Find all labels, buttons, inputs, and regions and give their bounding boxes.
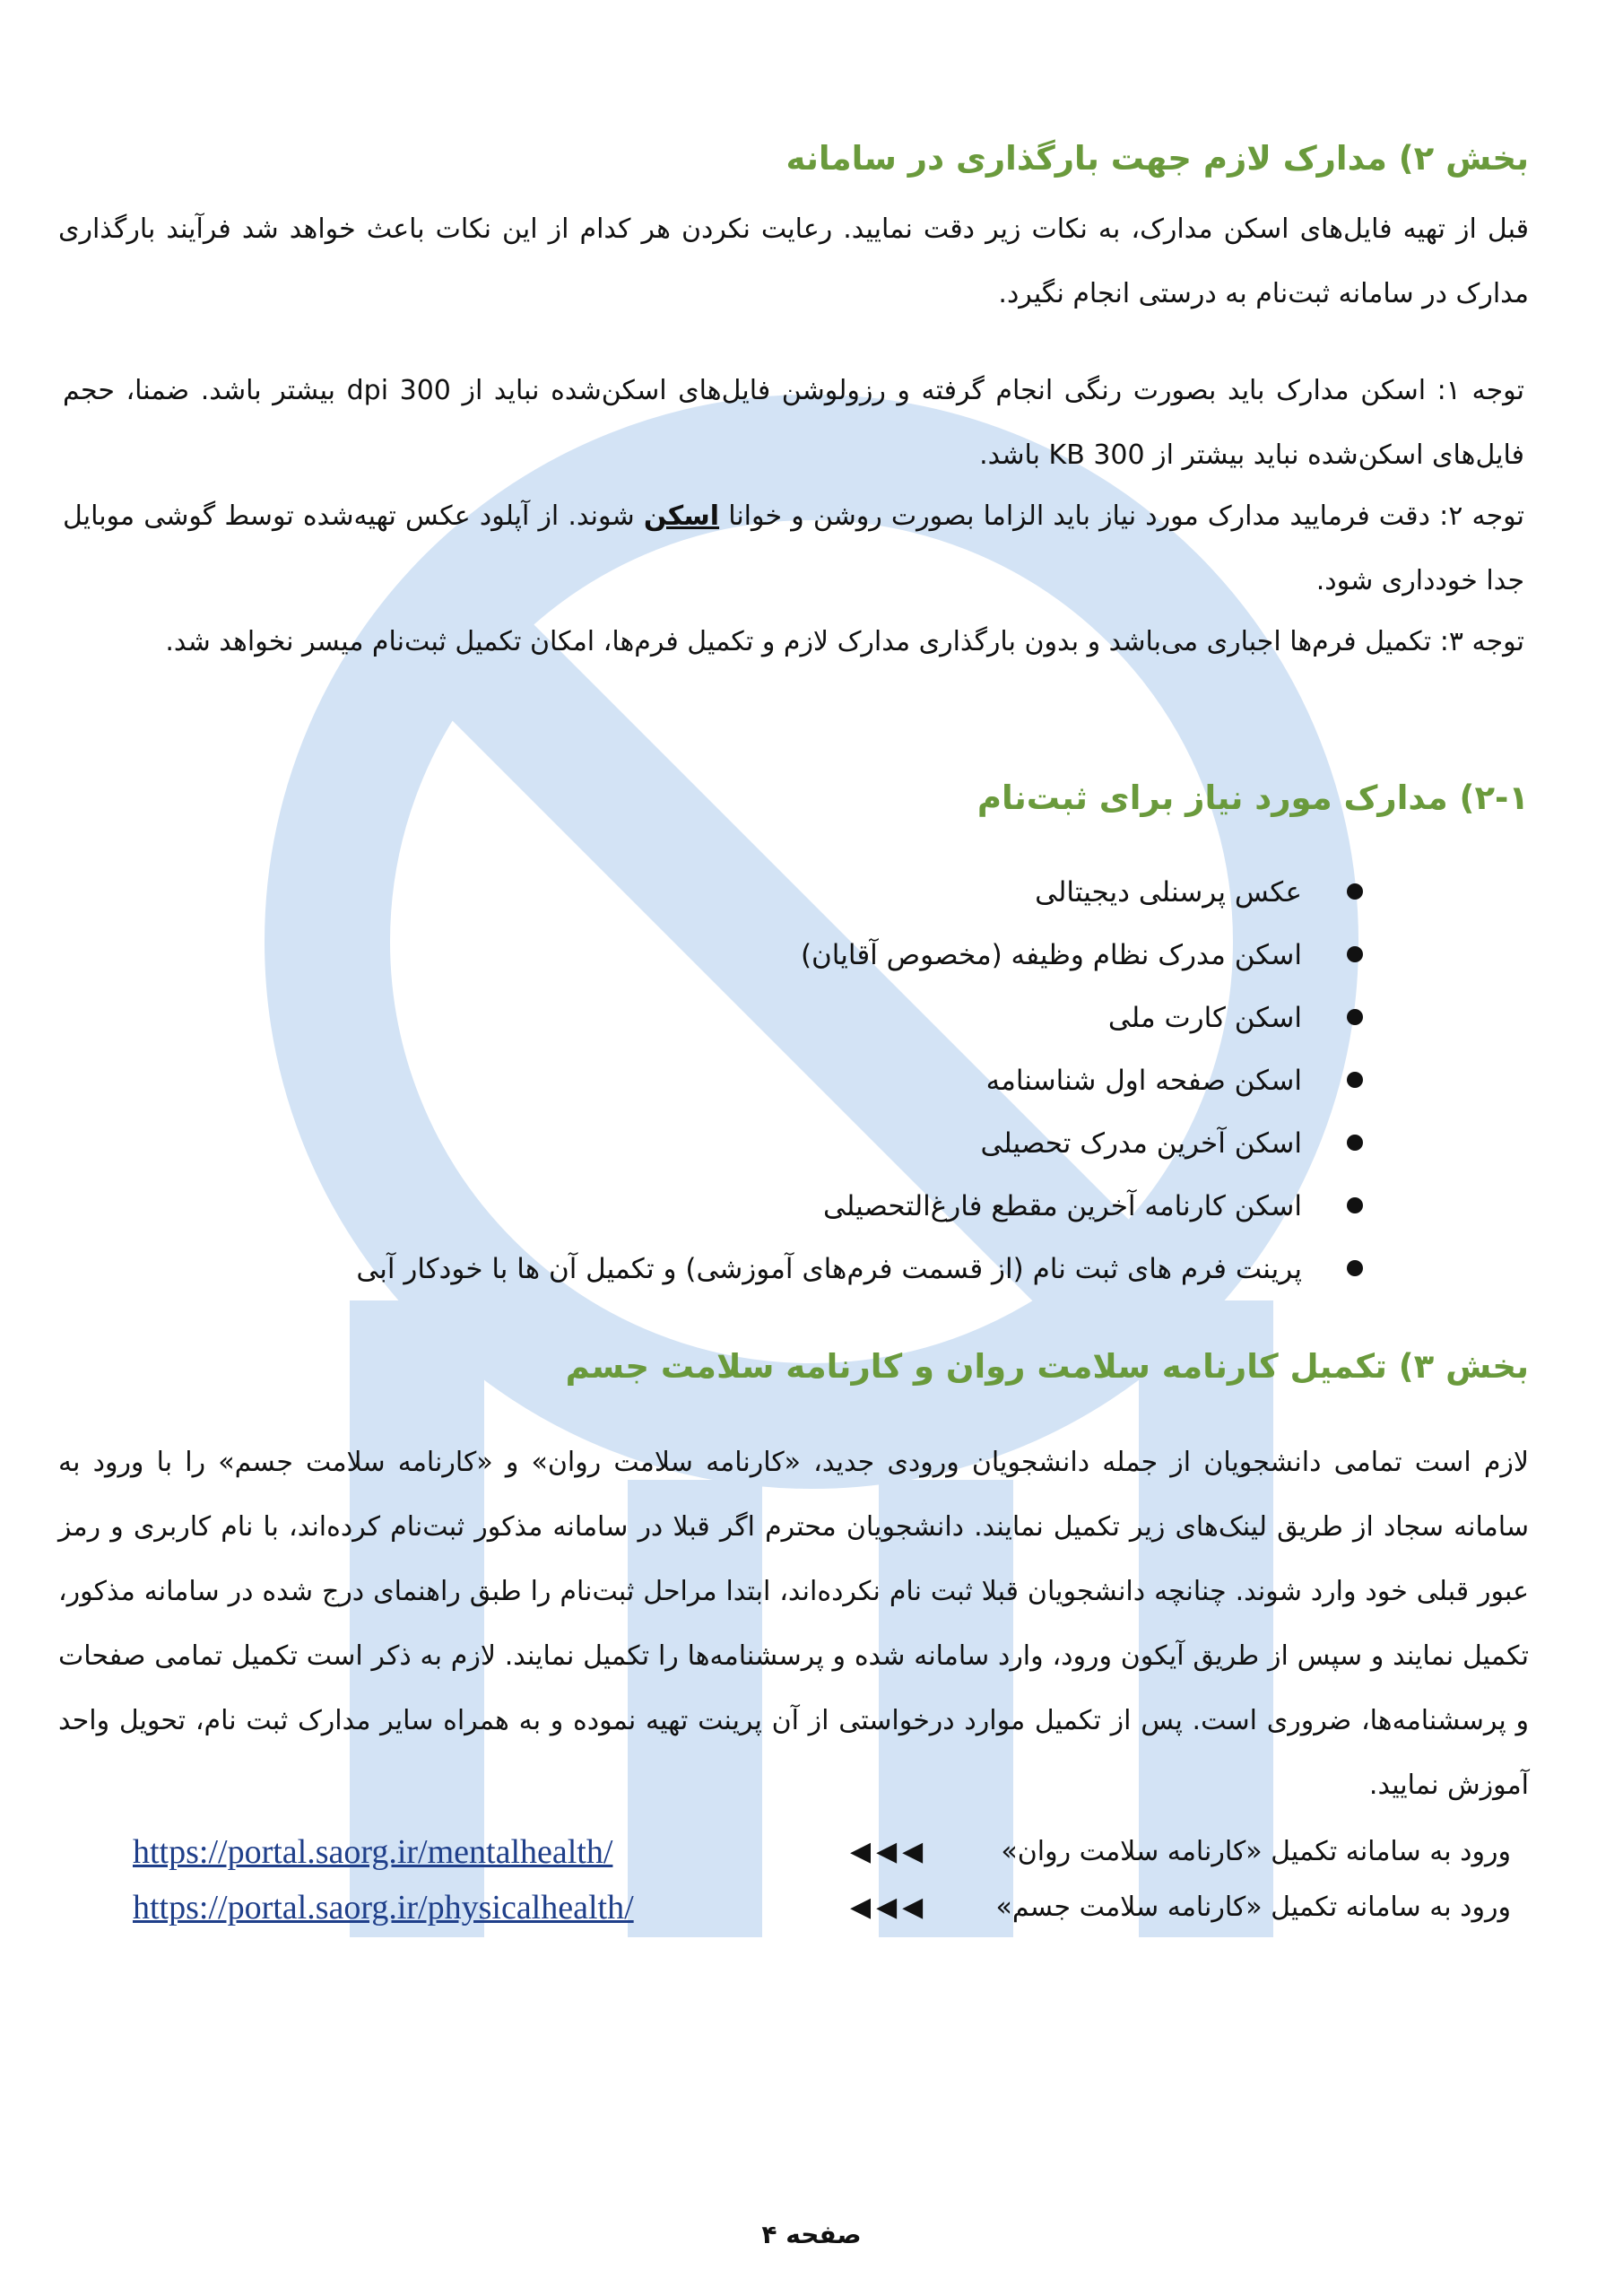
mental-health-link[interactable]: https://portal.saorg.ir/mentalhealth/ bbox=[133, 1833, 613, 1871]
list-item: اسکن کارت ملی bbox=[356, 987, 1363, 1049]
list-item: پرینت فرم های ثبت نام (از قسمت فرم‌های آموزشی) و تکمیل آن ها با خودکار آبی bbox=[356, 1238, 1363, 1300]
bullet-icon bbox=[1347, 1072, 1363, 1088]
note-2 bbox=[63, 484, 1524, 613]
arrow-left-icon: ◀◀◀ bbox=[850, 1892, 929, 1923]
link-label-physical-health: ورود به سامانه تکمیل «کارنامه سلامت جسم» bbox=[995, 1892, 1511, 1923]
physical-health-link[interactable]: https://portal.saorg.ir/physicalhealth/ bbox=[133, 1889, 634, 1926]
note-2-text-before: دقت فرمایید مدارک مورد نیاز باید الزاما بصورت روشن و خوانا bbox=[728, 500, 1430, 532]
note-2-label: توجه ۲: bbox=[1439, 500, 1524, 532]
note-3-label: توجه ۳: bbox=[1439, 626, 1524, 657]
note-2-emphasis: اسکن bbox=[643, 500, 720, 532]
note-1 bbox=[63, 359, 1524, 488]
list-item: اسکن آخرین مدرک تحصیلی bbox=[356, 1112, 1363, 1175]
note-2-text-after: شوند. از آپلود عکس تهیه‌شده توسط گوشی موبایل جدا خودداری شود. bbox=[63, 500, 1524, 596]
page-number: صفحه ۴ bbox=[761, 2220, 862, 2249]
section3-body: لازم است تمامی دانشجویان از جمله دانشجویان ورودی جدید، «کارنامه سلامت روان» و «کارنامه سلامت جسم» را با ورود به سامانه سجاد از طریق لینک‌های زیر تکمیل نمایند. دانشجویان محترم اگر قبلا در سامانه مذکور ثبت‌نام کرده‌اند، با نام کاربری و رمز عبور قبلی خود وارد شوند. چنانچه دانشجویان قبلا ثبت نام نکرده‌اند، ابتدا مراحل ثبت‌نام را طبق راهنمای درج شده در سامانه مذکور، تکمیل نمایند و سپس از طریق آیکون ورود، وارد سامانه شده و پرسشنامه‌ها را تکمیل نمایند. لازم به ذکر است تکمیل تمامی صفحات و پرسشنامه‌ها، ضروری است. پس از تکمیل موارد درخواستی از آن پرینت تهیه نموده و به همراه سایر مدارک ثبت نام، تحویل واحد آموزش نمایید. bbox=[58, 1447, 1529, 1801]
bullet-icon bbox=[1347, 1197, 1363, 1213]
section2-1-title: ۲-۱) مدارک مورد نیاز برای ثبت‌نام bbox=[976, 778, 1529, 817]
note-3 bbox=[63, 610, 1524, 674]
link-row-mental-health bbox=[0, 1825, 1623, 1879]
arrow-left-icon: ◀◀◀ bbox=[850, 1836, 929, 1867]
note-1-label: توجه ۱: bbox=[1436, 375, 1524, 406]
section2-intro: قبل از تهیه فایل‌های اسکن مدارک، به نکات زیر دقت نمایید. رعایت نکردن هر کدام از این نکات باعث خواهد شد فرآیند بارگذاری مدارک در سامانه ثبت‌نام به درستی انجام نگیرد. bbox=[58, 213, 1529, 309]
bullet-icon bbox=[1347, 883, 1363, 900]
section3-title: بخش ۳) تکمیل کارنامه سلامت روان و کارنامه سلامت جسم bbox=[565, 1347, 1529, 1386]
list-item: عکس پرسنلی دیجیتالی bbox=[356, 861, 1363, 924]
list-item: اسکن کارنامه آخرین مقطع فارغ‌التحصیلی bbox=[356, 1175, 1363, 1238]
list-item: اسکن مدرک نظام وظیفه (مخصوص آقایان) bbox=[356, 924, 1363, 987]
list-item: اسکن صفحه اول شناسنامه bbox=[356, 1049, 1363, 1112]
note-1-text: اسکن مدارک باید بصورت رنگی انجام گرفته و رزولوشن فایل‌های اسکن‌شده نباید از 300 dpi بیشتر باشد. ضمنا، حجم فایل‌های اسکن‌شده نباید بیشتر از 300 KB باشد. bbox=[63, 375, 1524, 471]
bullet-icon bbox=[1347, 1135, 1363, 1151]
link-label-mental-health: ورود به سامانه تکمیل «کارنامه سلامت روان» bbox=[1001, 1836, 1511, 1867]
note-3-text: تکمیل فرم‌ها اجباری می‌باشد و بدون بارگذاری مدارک لازم و تکمیل فرم‌ها، امکان تکمیل ثبت‌نام میسر نخواهد شد. bbox=[165, 626, 1432, 657]
section2-title: بخش ۲) مدارک لازم جهت بارگذاری در سامانه bbox=[785, 139, 1529, 178]
link-row-physical-health bbox=[0, 1881, 1623, 1935]
required-documents-list bbox=[356, 861, 1363, 1300]
bullet-icon bbox=[1347, 1260, 1363, 1276]
bullet-icon bbox=[1347, 1009, 1363, 1025]
bullet-icon bbox=[1347, 946, 1363, 962]
